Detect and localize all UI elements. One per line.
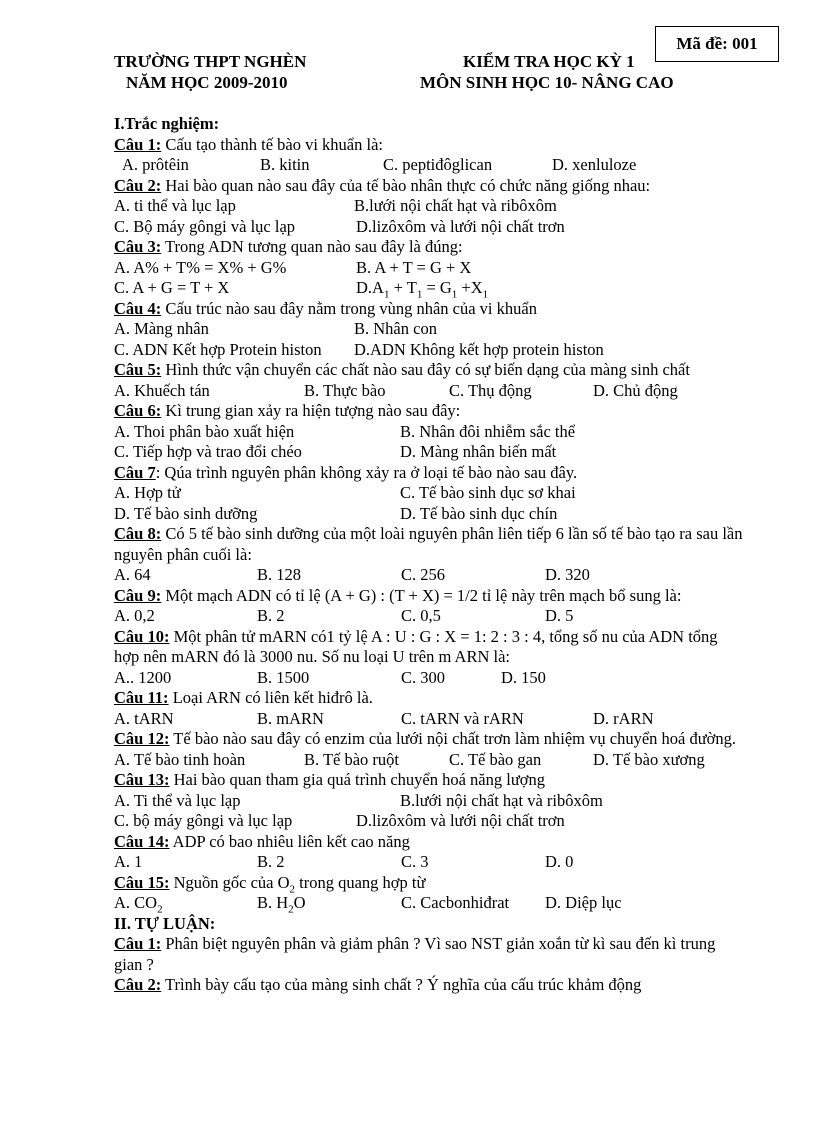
option-a: A. Ti thể và lục lạp	[114, 790, 241, 810]
question-label: Câu 13:	[114, 770, 170, 789]
option-d: D. 5	[545, 606, 574, 625]
question-label: Câu 3:	[114, 237, 162, 256]
option-b: B. Nhân đôi nhiễm sắc thể	[400, 421, 576, 441]
option-b: B. A + T = G + X	[356, 257, 472, 277]
option-d: D. 0	[545, 852, 574, 871]
question-text: : Qúa trình nguyên phân không xảy ra ở loại tế bào nào sau đây.	[155, 462, 578, 482]
question-text: Cấu trúc nào sau đây nằm trong vùng nhân của vi khuẩn	[161, 298, 537, 318]
option-d: D.lizôxôm và lưới nội chất trơn	[356, 216, 565, 236]
option-a: A. Màng nhân	[114, 319, 209, 338]
options-row	[114, 791, 744, 812]
options-row	[114, 504, 744, 525]
question-label: Câu 10:	[114, 626, 170, 646]
option-c: C. tARN và rARN	[401, 708, 524, 728]
question-8	[114, 524, 744, 565]
option-d: D. Màng nhân biến mất	[400, 442, 557, 461]
option-d: D. Diệp lục	[545, 893, 622, 912]
question-12	[114, 729, 744, 750]
essay-question-1	[114, 934, 744, 975]
question-13	[114, 770, 744, 791]
option-a: A. Khuếch tán	[114, 380, 210, 400]
options-row	[114, 422, 744, 443]
question-text: Trình bày cấu tạo của màng sinh chất ? Ý nghĩa của cấu trúc khảm động	[161, 975, 642, 994]
question-6	[114, 401, 744, 422]
options-row	[114, 606, 744, 627]
option-a: A. ti thể và lục lạp	[114, 196, 236, 215]
options-row	[114, 155, 744, 176]
option-c: C. Tiếp hợp và trao đổi chéo	[114, 442, 302, 461]
option-b: B. 2	[257, 852, 285, 871]
options-row	[114, 319, 744, 340]
question-text: Một phân tử mARN có1 tỷ lệ A : U : G : X = 1: 2 : 3 : 4, tổng số nu của ADN tổng hợp nên mARN đó là 3000 nu. Số nu loại U trên m ARN là:	[114, 626, 718, 666]
question-2	[114, 176, 744, 197]
option-d: D. 150	[501, 667, 546, 687]
option-a: A. prôtêin	[122, 155, 189, 174]
question-text: Hai bào quan tham gia quá trình chuyển hoá năng lượng	[169, 770, 545, 789]
options-row	[114, 217, 744, 238]
question-label: Câu 2:	[114, 175, 162, 195]
exam-code-box: Mã đề: 001	[655, 26, 779, 62]
option-c: C. 0,5	[401, 606, 441, 625]
option-a: A. 64	[114, 565, 151, 584]
option-a: A. $CO_2$	[114, 893, 163, 916]
option-c: C. Bộ máy gôngi và lục lạp	[114, 216, 296, 236]
question-9	[114, 586, 744, 607]
option-a: A.. 1200	[114, 667, 172, 687]
subject-title: MÔN SINH HỌC 10- NÂNG CAO	[420, 73, 674, 92]
option-b: B. Nhân con	[354, 319, 437, 338]
question-text: Kì trung gian xảy ra hiện tượng nào sau đây:	[161, 401, 461, 420]
question-text: Loại ARN có liên kết hiđrô là.	[168, 688, 373, 707]
question-1	[114, 135, 744, 156]
option-c: C. Thụ động	[449, 380, 532, 400]
option-d: D.ADN Không kết hợp protein histon	[354, 339, 604, 359]
option-b: B.lưới nội chất hạt và ribôxôm	[354, 196, 557, 215]
school-year: NĂM HỌC 2009-2010	[126, 73, 288, 92]
option-d: D. Tế bào xương	[593, 749, 705, 769]
option-c: C. ADN Kết hợp Protein histon	[114, 339, 322, 359]
section-title-essay: II. TỰ LUẬN:	[114, 913, 216, 933]
question-10	[114, 627, 744, 668]
option-c: C. 3	[401, 852, 429, 871]
question-label: Câu 5:	[114, 360, 162, 379]
options-row	[114, 893, 744, 914]
option-d: D. xenluloze	[552, 155, 637, 174]
question-3	[114, 237, 744, 258]
question-4	[114, 299, 744, 320]
exam-title: KIỂM TRA HỌC KỲ 1	[463, 52, 635, 71]
options-row	[114, 442, 744, 463]
options-row	[114, 668, 744, 689]
question-text: Tế bào nào sau đây có enzim của lưới nội chất trơn làm nhiệm vụ chuyển hoá đường.	[169, 729, 737, 748]
section-title-multiple-choice: I.Trắc nghiệm:	[114, 114, 220, 133]
option-d: D. 320	[545, 565, 590, 584]
option-c: C. 256	[401, 565, 446, 584]
option-a: A. 0,2	[114, 606, 155, 625]
question-text: Có 5 tế bào sinh dưỡng của một loài nguyên phân liên tiếp 6 lần số tế bào tạo ra sau lần nguyên phân cuối là:	[114, 524, 743, 564]
option-b: B. 128	[257, 565, 302, 584]
question-label: Câu 1:	[114, 934, 162, 953]
question-label: Câu 15:	[114, 872, 170, 892]
option-c: C. A + G = T + X	[114, 278, 230, 297]
option-b: B. $H_2O$	[257, 893, 306, 916]
question-text: ADP có bao nhiêu liên kết cao năng	[169, 831, 410, 851]
option-c: C. 300	[401, 667, 446, 687]
option-c: C. Cacbonhiđrat	[401, 893, 510, 912]
option-b: B. Tế bào ruột	[304, 749, 400, 769]
options-row	[114, 565, 744, 586]
option-a: A. Tế bào tinh hoàn	[114, 749, 246, 769]
question-text: Phân biệt nguyên phân và giảm phân ? Vì sao NST giản xoắn từ kì sau đến kì trung gian ?	[114, 934, 716, 974]
options-row	[114, 278, 744, 299]
question-label: Câu 4:	[114, 298, 162, 318]
option-b: C. Tế bào sinh dục sơ khai	[400, 483, 576, 502]
options-row	[114, 483, 744, 504]
option-a: A. 1	[114, 852, 143, 871]
essay-question-2	[114, 975, 744, 996]
question-label: Câu 8:	[114, 524, 162, 543]
question-label: Câu 11:	[114, 688, 169, 707]
option-c: C. peptiđôglican	[383, 155, 493, 174]
option-a: A. tARN	[114, 708, 174, 728]
question-text: Một mạch ADN có tỉ lệ (A + G) : (T + X) = 1/2 tỉ lệ này trên mạch bổ sung là:	[161, 585, 682, 605]
question-text: Hai bào quan nào sau đây của tế bào nhân thực có chức năng giống nhau:	[161, 175, 651, 195]
question-15	[114, 873, 744, 894]
option-b: B. kitin	[260, 155, 310, 174]
question-14	[114, 832, 744, 853]
question-5	[114, 360, 744, 381]
school-name: TRƯỜNG THPT NGHÈN	[114, 52, 307, 71]
question-label: Câu 9:	[114, 585, 162, 605]
question-label: Câu 6:	[114, 401, 162, 420]
option-c: C. Tế bào gan	[449, 749, 542, 769]
option-b: B. 1500	[257, 667, 310, 687]
question-11	[114, 688, 744, 709]
option-d: D. rARN	[593, 708, 654, 728]
option-b: B. mARN	[257, 708, 324, 728]
option-b: B. 2	[257, 606, 285, 625]
question-text: Nguồn gốc của $O_2$ trong quang hợp từ	[169, 872, 426, 895]
options-row	[114, 258, 744, 279]
options-row	[114, 750, 744, 771]
question-text: Hình thức vận chuyển các chất nào sau đây có sự biến dạng của màng sinh chất	[161, 360, 690, 379]
option-b: B. Thực bào	[304, 380, 386, 400]
option-d: D. Chủ động	[593, 380, 678, 400]
option-a: A. Hợp tử	[114, 483, 181, 502]
options-row	[114, 709, 744, 730]
options-row	[114, 852, 744, 873]
option-a: A. Thoi phân bào xuất hiện	[114, 421, 295, 441]
question-label: Câu 2:	[114, 975, 162, 994]
question-label: Câu 1:	[114, 134, 162, 154]
options-row	[114, 196, 744, 217]
option-c: D. Tế bào sinh dưỡng	[114, 503, 258, 523]
option-d: D.lizôxôm và lưới nội chất trơn	[356, 811, 565, 830]
option-b: B.lưới nội chất hạt và ribôxôm	[400, 790, 603, 810]
question-label: Câu 7	[114, 462, 156, 482]
question-7	[114, 463, 744, 484]
question-text: Cấu tạo thành tế bào vi khuẩn là:	[161, 134, 383, 154]
options-row	[114, 381, 744, 402]
options-row	[114, 811, 744, 832]
exam-content	[114, 114, 744, 996]
option-a: A. A% + T% = X% + G%	[114, 257, 287, 277]
options-row	[114, 340, 744, 361]
option-c: C. bộ máy gôngi và lục lạp	[114, 811, 293, 830]
question-label: Câu 12:	[114, 729, 170, 748]
question-text: Trong ADN tương quan nào sau đây là đúng:	[161, 237, 463, 256]
option-d: $D.A_1 + T_1 = G_1 +X_1$	[356, 278, 489, 301]
option-d: D. Tế bào sinh dục chín	[400, 503, 558, 523]
question-label: Câu 14:	[114, 831, 170, 851]
